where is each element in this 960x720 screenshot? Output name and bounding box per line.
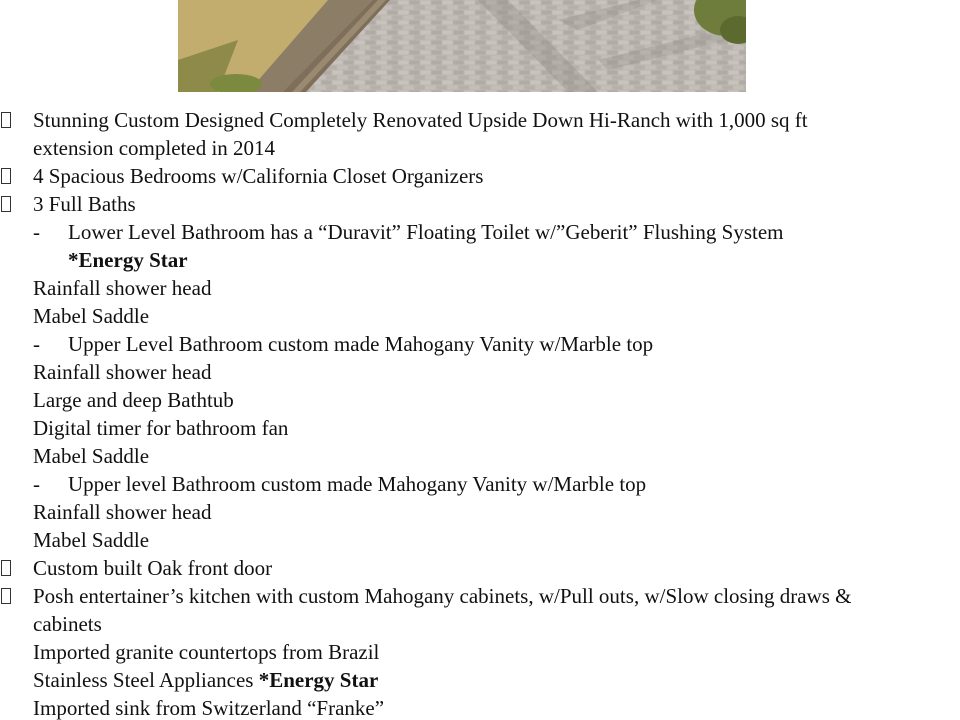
- sub-list-item: [0, 330, 960, 358]
- list-item-continuation: [0, 274, 960, 302]
- list-item-text: 4 Spacious Bedrooms w/California Closet Organizers: [33, 164, 484, 188]
- list-item-text: Mabel Saddle: [33, 304, 150, 328]
- list-item-continuation: [0, 694, 960, 720]
- list-item-continuation: [0, 386, 960, 414]
- bullet-box-icon: [0, 582, 14, 610]
- sub-list-item: [0, 470, 960, 498]
- list-item-text: Rainfall shower head: [33, 500, 212, 524]
- list-item: [0, 582, 960, 610]
- document-body: [0, 106, 960, 720]
- list-item: [0, 554, 960, 582]
- list-item-continuation: [0, 526, 960, 554]
- energy-star-note: *Energy Star: [258, 668, 379, 692]
- list-item: [0, 106, 960, 134]
- list-item-continuation: [0, 302, 960, 330]
- list-item-text: Digital timer for bathroom fan: [33, 416, 289, 440]
- list-item-continuation: [0, 638, 960, 666]
- list-item-text: Imported granite countertops from Brazil: [33, 640, 380, 664]
- list-item: [0, 162, 960, 190]
- driveway-photo: [178, 0, 746, 92]
- list-item-continuation: [0, 442, 960, 470]
- list-item-text: Rainfall shower head: [33, 360, 212, 384]
- list-item-text: Stunning Custom Designed Completely Renovated Upside Down Hi-Ranch with 1,000 sq ft: [33, 108, 808, 132]
- list-item-text: 3 Full Baths: [33, 192, 136, 216]
- dash-marker: -: [33, 332, 40, 356]
- list-item-text: [33, 666, 378, 694]
- list-item-continuation: [0, 498, 960, 526]
- bullet-box-icon: [0, 162, 14, 190]
- list-item-text: extension completed in 2014: [33, 136, 276, 160]
- sub-list-item: [0, 218, 960, 246]
- list-item-text: Imported sink from Switzerland “Franke”: [33, 696, 385, 720]
- sub-list-item-continuation: [0, 246, 960, 274]
- sub-list-item-text: Upper Level Bathroom custom made Mahogany Vanity w/Marble top: [68, 332, 654, 356]
- sub-list-item-text: Upper level Bathroom custom made Mahogany Vanity w/Marble top: [68, 472, 647, 496]
- list-item-text: Rainfall shower head: [33, 276, 212, 300]
- bullet-box-icon: [0, 106, 14, 134]
- bullet-box-icon: [0, 554, 14, 582]
- list-item-continuation: [0, 610, 960, 638]
- list-item-text: Mabel Saddle: [33, 444, 150, 468]
- energy-star-note: *Energy Star: [68, 248, 188, 272]
- appliances-text: Stainless Steel Appliances: [33, 668, 259, 692]
- sub-list-item-text: Lower Level Bathroom has a “Duravit” Floating Toilet w/”Geberit” Flushing System: [68, 220, 784, 244]
- list-item-text: Mabel Saddle: [33, 528, 150, 552]
- bullet-box-icon: [0, 190, 14, 218]
- list-item-continuation: [0, 134, 960, 162]
- list-item-continuation: [0, 666, 960, 694]
- list-item-continuation: [0, 358, 960, 386]
- list-item-text: Large and deep Bathtub: [33, 388, 234, 412]
- list-item-text: cabinets: [33, 612, 102, 636]
- dash-marker: -: [33, 472, 40, 496]
- list-item: [0, 190, 960, 218]
- list-item-text: Custom built Oak front door: [33, 556, 273, 580]
- list-item-continuation: [0, 414, 960, 442]
- dash-marker: -: [33, 220, 40, 244]
- list-item-text: Posh entertainer’s kitchen with custom Mahogany cabinets, w/Pull outs, w/Slow closing draws &: [33, 584, 852, 608]
